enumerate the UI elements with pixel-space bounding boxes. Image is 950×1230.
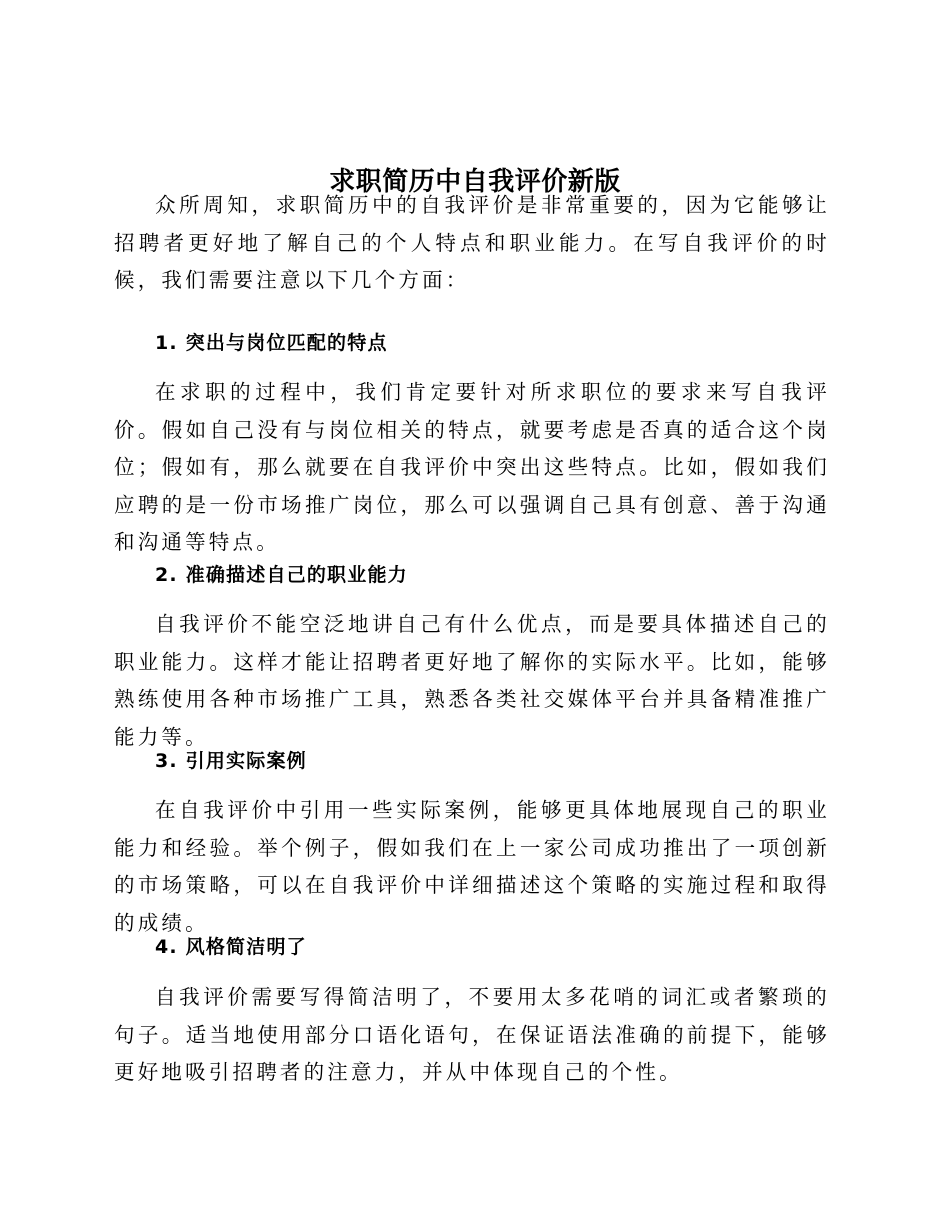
- section-body-3: 在自我评价中引用一些实际案例，能够更具体地展现自己的职业能力和经验。举个例子，假如我们在上一家公司成功推出了一项创新的市场策略，可以在自我评价中详细描述这个策略的实施过程和取得的成绩。: [114, 798, 830, 935]
- intro-paragraph: 众所周知，求职简历中的自我评价是非常重要的，因为它能够让招聘者更好地了解自己的个人特点和职业能力。在写自我评价的时候，我们需要注意以下几个方面：: [114, 193, 830, 292]
- section-heading-3: 3. 引用实际案例: [155, 750, 307, 772]
- section-heading-4: 4. 风格简洁明了: [155, 936, 307, 958]
- section-heading-1: 1. 突出与岗位匹配的特点: [155, 332, 388, 354]
- section-body-2: 自我评价不能空泛地讲自己有什么优点，而是要具体描述自己的职业能力。这样才能让招聘者更好地了解你的实际水平。比如，能够熟练使用各种市场推广工具，熟悉各类社交媒体平台并具备精准推广能力等。: [114, 612, 830, 749]
- section-body-4: 自我评价需要写得简洁明了，不要用太多花哨的词汇或者繁琐的句子。适当地使用部分口语化语句，在保证语法准确的前提下，能够更好地吸引招聘者的注意力，并从中体现自己的个性。: [114, 985, 830, 1084]
- section-body-1: 在求职的过程中，我们肯定要针对所求职位的要求来写自我评价。假如自己没有与岗位相关的特点，就要考虑是否真的适合这个岗位；假如有，那么就要在自我评价中突出这些特点。比如，假如我们应聘的是一份市场推广岗位，那么可以强调自己具有创意、善于沟通和沟通等特点。: [114, 380, 830, 554]
- page-title: 求职简历中自我评价新版: [329, 167, 621, 198]
- section-heading-2: 2. 准确描述自己的职业能力: [155, 564, 408, 586]
